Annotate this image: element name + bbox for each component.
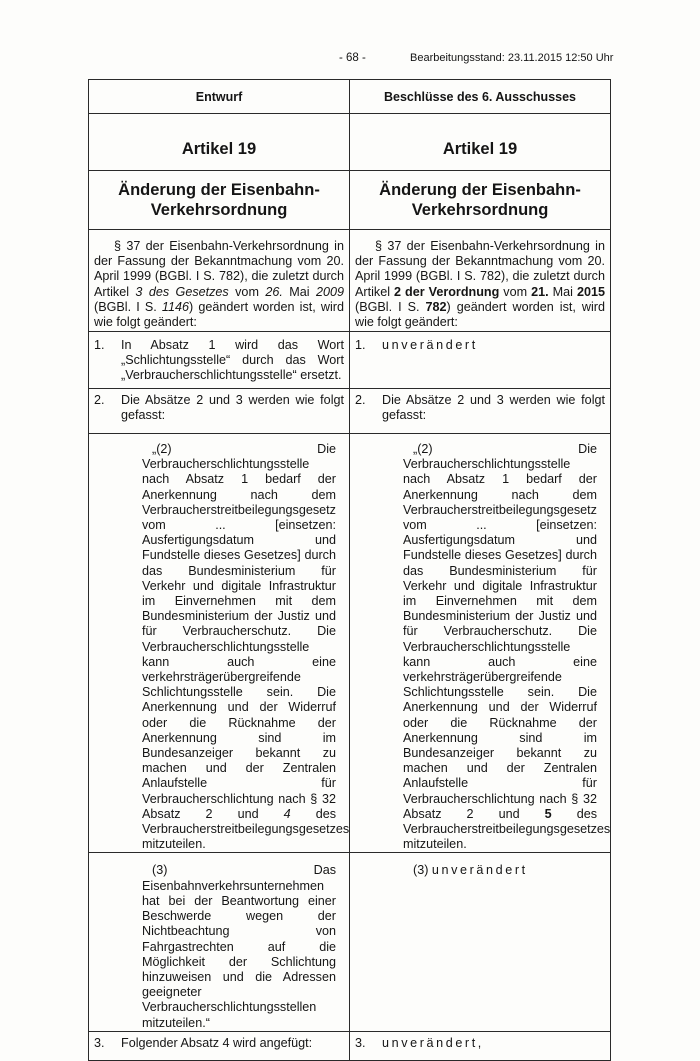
article-heading-row bbox=[89, 114, 611, 171]
intro-left: § 37 der Eisenbahn-Verkehrsordnung in der Fassung der Bekanntmachung vom 20. April 1999 (BGBl. I S. 782), die zuletzt durch Artikel 3 des Gesetzes vom 26. Mai 2009 (BGBl. I S. 1146) geändert worden ist, wird wie folgt geändert: bbox=[89, 230, 350, 332]
item-1-row bbox=[89, 332, 611, 389]
item-1-left: 1. In Absatz 1 wird das Wort „Schlichtungsstelle“ durch das Wort „Verbraucherschlichtungsstelle“ ersetzt. bbox=[89, 332, 350, 389]
article-title-row bbox=[89, 171, 611, 230]
paragraph-2-row bbox=[89, 434, 611, 853]
item-3-left: 3. Folgender Absatz 4 wird angefügt: bbox=[89, 1031, 350, 1060]
paragraph-3-row bbox=[89, 853, 611, 1031]
paragraph-3-left: (3) Das Eisenbahnverkehrsunternehmen hat bei der Beantwortung einer Beschwerde wegen der Nichtbeachtung von Fahrgastrechten auf die Möglichkeit der Schlichtung hinzuweisen und die Adressen geeigneter Verbraucherschlichtungsstellen mitzuteilen.“ bbox=[89, 853, 350, 1031]
article-heading-right: Artikel 19 bbox=[350, 114, 611, 171]
item-2-row bbox=[89, 389, 611, 434]
article-title-left: Änderung der Eisenbahn- Verkehrsordnung bbox=[89, 171, 350, 230]
edit-status: Bearbeitungsstand: 23.11.2015 12:50 Uhr bbox=[410, 52, 614, 64]
article-heading-left: Artikel 19 bbox=[89, 114, 350, 171]
column-header-right: Beschlüsse des 6. Ausschusses bbox=[350, 80, 611, 114]
item-2-right: 2. Die Absätze 2 und 3 werden wie folgt gefasst: bbox=[350, 389, 611, 434]
item-3-row bbox=[89, 1031, 611, 1060]
item-1-right: 1. unverändert bbox=[350, 332, 611, 389]
paragraph-2-left: „(2) Die Verbraucherschlichtungsstelle nach Absatz 1 bedarf der Anerkennung nach dem Verbraucherstreitbeilegungsgesetz vom ... [einsetzen: Ausfertigungsdatum und Fundstelle dieses Gesetzes] durch das Bundesministerium für Verkehr und digitale Infrastruktur im Einvernehmen mit dem Bundesministerium der Justiz und für Verbraucherschutz. Die Verbraucherschlichtungsstelle kann auch eine verkehrsträgerübergreifende Schlichtungsstelle sein. Die Anerkennung und der Widerruf oder die Rücknahme der Anerkennung sind im Bundesanzeiger bekannt zu machen und der Zentralen Anlaufstelle für Verbraucherschlichtung nach § 32 Absatz 2 und 4 des Verbraucherstreitbeilegungsgesetzes mitzuteilen. bbox=[89, 434, 350, 853]
paragraph-3-right: (3) unverändert bbox=[350, 853, 611, 1031]
intro-right: § 37 der Eisenbahn-Verkehrsordnung in der Fassung der Bekanntmachung vom 20. April 1999 (BGBl. I S. 782), die zuletzt durch Artikel 2 der Verordnung vom 21. Mai 2015 (BGBl. I S. 782) geändert worden ist, wird wie folgt geändert: bbox=[350, 230, 611, 332]
page-number: - 68 - bbox=[339, 52, 366, 64]
item-3-right: 3. unverändert, bbox=[350, 1031, 611, 1060]
page-header bbox=[0, 52, 700, 68]
synopsis-table bbox=[88, 79, 611, 1061]
column-header-left: Entwurf bbox=[89, 80, 350, 114]
paragraph-2-right: „(2) Die Verbraucherschlichtungsstelle nach Absatz 1 bedarf der Anerkennung nach dem Verbraucherstreitbeilegungsgesetz vom ... [einsetzen: Ausfertigungsdatum und Fundstelle dieses Gesetzes] durch das Bundesministerium für Verkehr und digitale Infrastruktur im Einvernehmen mit dem Bundesministerium der Justiz und für Verbraucherschutz. Die Verbraucherschlichtungsstelle kann auch eine verkehrsträgerübergreifende Schlichtungsstelle sein. Die Anerkennung und der Widerruf oder die Rücknahme der Anerkennung sind im Bundesanzeiger bekannt zu machen und der Zentralen Anlaufstelle für Verbraucherschlichtung nach § 32 Absatz 2 und 5 des Verbraucherstreitbeilegungsgesetzes mitzuteilen. bbox=[350, 434, 611, 853]
article-title-right: Änderung der Eisenbahn- Verkehrsordnung bbox=[350, 171, 611, 230]
intro-row bbox=[89, 230, 611, 332]
item-2-left: 2. Die Absätze 2 und 3 werden wie folgt gefasst: bbox=[89, 389, 350, 434]
column-header-row bbox=[89, 80, 611, 114]
